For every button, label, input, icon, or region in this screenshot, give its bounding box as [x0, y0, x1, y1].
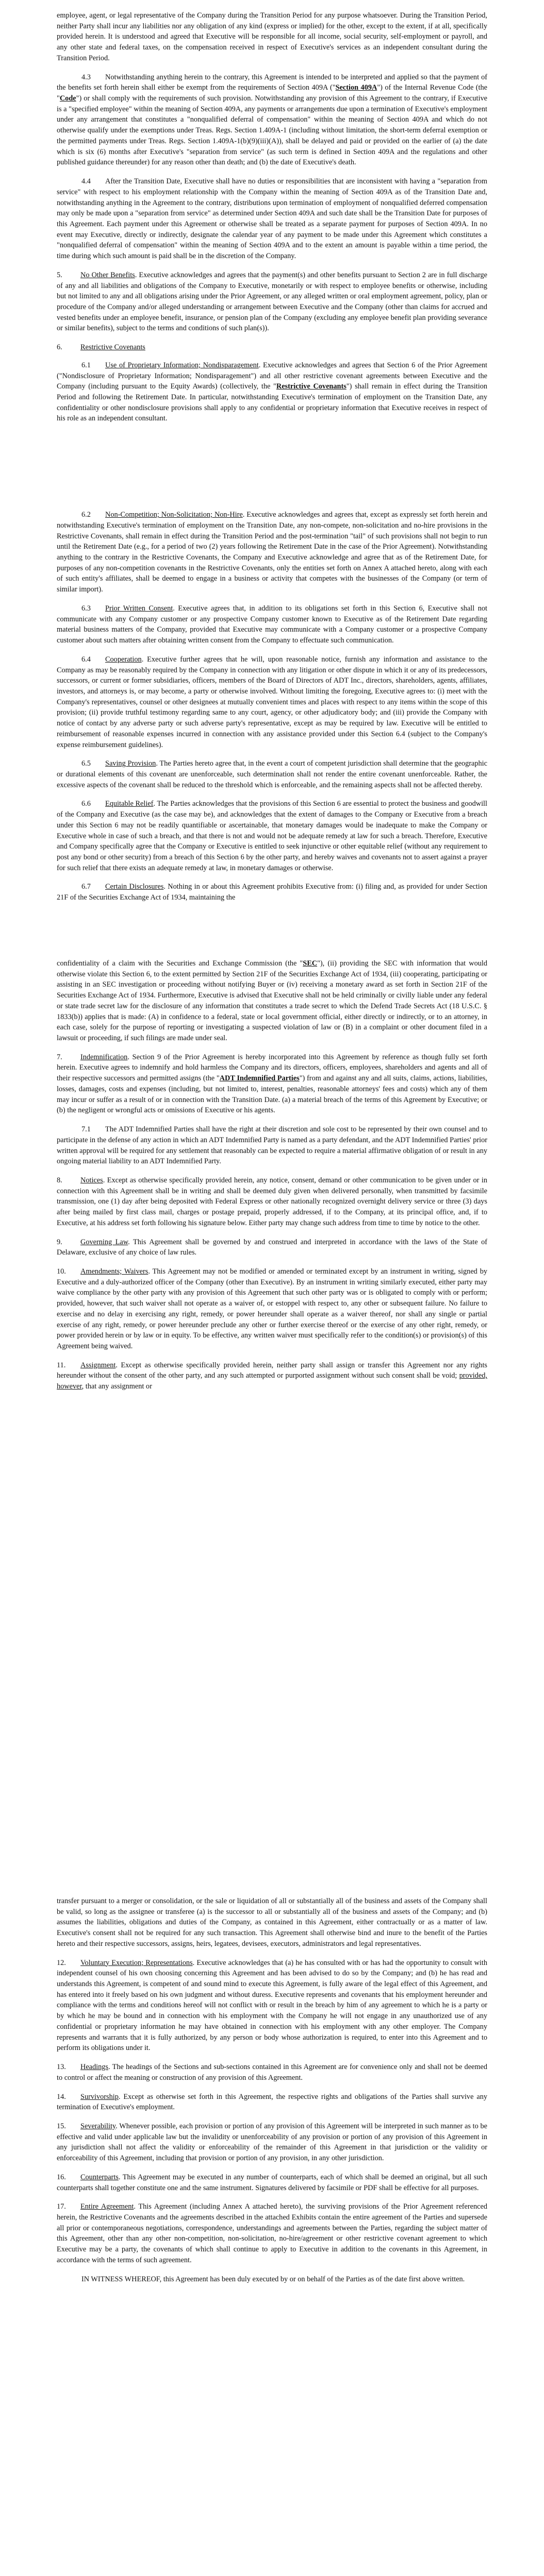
- defined-term: ADT Indemnified Parties: [219, 1074, 300, 1083]
- section-number: 14.: [57, 2092, 66, 2101]
- section-heading: Governing Law: [80, 1238, 128, 1246]
- defined-term: Code: [59, 94, 76, 103]
- paragraph: employee, agent, or legal representative of the Company during the Transition Period for any purpose whatsoever. During the Transition Period, neither Party shall incur any liabilities nor any obligation of any kind (express or implied) for the other, except to the extent, if at all, specifically provided herein. It is understood and agreed that Executive will be responsible for all income, social security, self-employment or payroll, and any other state and federal taxes, on the compensation received in respect of Executive's services as an independent consultant during the Transition Period.: [57, 11, 487, 62]
- section-heading: Cooperation: [105, 655, 142, 664]
- section-text: . Nothing in or about this Agreement prohibits Executive from: (i) filing and, as provided for under Section 21F of the Securities Exchange Act of 1934, maintaining the: [57, 883, 487, 902]
- section-8: [57, 1175, 487, 1229]
- defined-term: SEC: [303, 959, 318, 968]
- section-text: . Whenever possible, each provision or portion of any provision of this Agreement will be interpreted in such manner as to be effective and valid under applicable law but the invalidity or unenforceability of any provision or portion of any provision of this Agreement in any jurisdiction shall not affect the validity or enforceability of the remainder of this Agreement in that jurisdiction or the validity or enforceability of this Agreement, including that provision or portion of any provision, in any other jurisdiction.: [57, 2122, 487, 2163]
- section-text: ") shall remain in effect during the Transition Period and following the Retirement Date. In particular, notwithstanding Executive's termination of employment on the Transition Date, any confidentiality or other nondisclosure provisions shall apply to any confidential or proprietary information that Executive receives in respect of his role as an independent consultant.: [57, 382, 487, 423]
- section-text: Notwithstanding anything herein to the contrary, this Agreement is intended to be interpreted and applied so that the payment of the benefits set forth herein shall either be exempt from the requirements of Section 409A (": [57, 73, 487, 92]
- section-6: [57, 342, 487, 353]
- section-4-4: [57, 176, 487, 262]
- section-text: . Executive acknowledges and agrees that the payment(s) and other benefits pursuant to Section 2 are in full discharge of any and all liabilities and obligations of the Company to Executive, monetarily or with respect to employee benefits or otherwise, including but not limited to any and all obligations arising under the Prior Agreement, or any alleged written or oral employment agreement, policy, plan or procedure of the Company and/or alleged understanding or arrangement between Executive and the Company (other than claims for accrued and vested benefits under an employee benefit, insurance, or pension plan of the Company (excluding any employee benefit plan providing severance or similar benefits), subject to the terms and conditions of such plan(s)).: [57, 270, 487, 333]
- section-heading: Prior Written Consent: [105, 604, 173, 613]
- document-page-1: [0, 0, 544, 938]
- section-heading: Counterparts: [80, 2173, 119, 2181]
- section-number: 6.6: [81, 800, 91, 808]
- section-text: . Except as otherwise specifically provided herein, any notice, consent, demand or other communication to be given under or in connection with this Agreement shall be in writing and shall be deemed duly given when delivered personally, when transmitted by facsimile transmission, one (1) day after being deposited with Federal Express or other nationally recognized overnight delivery service or three (3) days after being mailed by first class mail, charges or postage prepaid, properly addressed, if to the Company, at its principal office, and, if to Executive, at his address set forth following his signature below. Either party may change such address from time to time by notice to the other.: [57, 1176, 487, 1227]
- section-text: . This Agreement may be executed in any number of counterparts, each of which shall be deemed an original, but all such counterparts shall together constitute one and the same instrument. Signatures delivered by facsimile or PDF shall be effective for all purposes.: [57, 2173, 487, 2192]
- document-page-3: [0, 1875, 544, 2576]
- section-heading: Restrictive Covenants: [80, 343, 145, 352]
- section-heading: Use of Proprietary Information; Nondisparagement: [105, 361, 259, 369]
- page-gap: [57, 432, 487, 510]
- section-6-3: [57, 603, 487, 646]
- section-11: [57, 1360, 487, 1392]
- section-heading: Amendments; Waivers: [80, 1267, 149, 1276]
- section-9: [57, 1237, 487, 1258]
- section-text: . This Agreement (including Annex A attached hereto), the surviving provisions of the Prior Agreement referenced herein, the Restrictive Covenants and the agreements described in the attached Exhibits contain the entire agreement of the Parties and supersede all prior or contemporaneous negotiations, correspondence, understandings and agreements between the Parties, regarding the subject matter of this Agreement, other than any other non-competition, non-solicitation, no-hire/agreement or other restrictive covenant agreement to which Executive may be a party, the covenants of which shall continue to apply to Executive in addition to the covenants in this Agreement, in accordance with the terms of such agreement.: [57, 2202, 487, 2264]
- defined-term: Restrictive Covenants: [276, 382, 347, 391]
- section-text: . The Parties hereto agree that, in the event a court of competent jurisdiction shall determine that the geographic or durational elements of this covenant are unenforceable, such determination shall not render the entire covenant unenforceable. Rather, the excessive aspects of the covenant shall be reduced to the threshold which is enforceable, and the remaining aspects shall not be affected thereby.: [57, 759, 487, 789]
- section-6-4: [57, 654, 487, 750]
- section-text: confidentiality of a claim with the Securities and Exchange Commission (the ": [57, 959, 303, 968]
- defined-term: Section 409A: [335, 83, 377, 92]
- section-16: [57, 2172, 487, 2193]
- section-number: 15.: [57, 2122, 66, 2130]
- section-text: . Section 9 of the Prior Agreement is hereby incorporated into this Agreement by reference as though fully set forth herein. Executive agrees to indemnify and hold harmless the Company and its directors, officers, employees, shareholders and agents and all of their respective successors and permitted assigns (the ": [57, 1053, 487, 1083]
- section-number: 6.: [57, 343, 62, 352]
- section-text: ") of the Internal Revenue Code (the ": [57, 83, 487, 103]
- section-14: [57, 2092, 487, 2113]
- section-number: 12.: [57, 1958, 66, 1967]
- section-6-5: [57, 758, 487, 790]
- section-text: . Executive acknowledges that (a) he has consulted with or has had the opportunity to consult with independent counsel of his own choosing concerning this Agreement and has been advised to do so by the Company; and (b) he has read and understands this Agreement, is competent of and sound mind to execute this Agreement, is fully aware of the legal effect of this Agreement, and has entered into it freely based on his own judgment and without duress. Executive represents and covenants that his employment hereunder and compliance with the terms and conditions hereof will not conflict with or result in the breach by him of any agreement to which he is a party or by which he may be bound and in connection with his employment with the Company he will not engage in any unauthorized use of any confidential or proprietary information he may have obtained in connection with his employment with any other employer. The Company represents and warrants that it is fully authorized, by any person or body whose authorization is required, to enter into this Agreement and to perform its obligations under it.: [57, 1958, 487, 2053]
- section-number: 16.: [57, 2173, 66, 2181]
- section-6-1: [57, 360, 487, 424]
- section-number: 7.1: [81, 1125, 91, 1134]
- section-text: . The Parties acknowledges that the provisions of this Section 6 are essential to protect the business and goodwill of the Company and Executive (as the case may be), and acknowledges that the extent of damages to the Company or Executive from a breach under this Section 6 may not be readily quantifiable or ascertainable, that monetary damages would be inadequate to make the Company or Executive whole in case of such a breach, and that there is not and would not be adequate remedy at law for such a breach. Therefore, Executive and Company specifically agree that the Company or Executive is entitled to seek injunctive or other equitable relief (without any requirement to post any bond or other security) from a breach of this Section 6 by the other party, and hereby waives and covenants not to assert against a prayer for such relief that there exists an adequate remedy at law, in monetary damages or otherwise.: [57, 800, 488, 872]
- section-heading: Voluntary Execution; Representations: [80, 1958, 193, 1967]
- section-heading: Notices: [80, 1176, 103, 1184]
- paragraph: [57, 958, 487, 1044]
- section-text: . This Agreement shall be governed by and construed and interpreted in accordance with the laws of the State of Delaware, exclusive of any choice of law rules.: [57, 1238, 487, 1257]
- section-text: . Executive acknowledges and agrees that Section 6 of the Prior Agreement ("Nondisclosure of Proprietary Information; Nondisparagement") and all other restrictive covenant agreements between Executive and the Company (including pursuant to the Equity Awards) (collectively, the ": [57, 361, 487, 391]
- section-heading: Headings: [80, 2063, 108, 2072]
- section-text: After the Transition Date, Executive shall have no duties or responsibilities that are inconsistent with having a "separation from service" with respect to his employment relationship with the Company within the meaning of Section 409A as of the Transition Date and, notwithstanding anything in the Agreement to the contrary, distributions upon termination of employment of nonqualified deferred compensation may only be made upon a "separation from service" as determined under Section 409A and such date shall be the Transition Date for purposes of this Agreement. Each payment under this Agreement or otherwise shall be treated as a separate payment for purposes of Section 409A. In no event may Executive, directly or indirectly, designate the calendar year of any payment to be made under this Agreement which constitutes a "nonqualified deferral of compensation" within the meaning of Section 409A and to the extent an amount is payable within a time period, the time during which such amount is paid shall be in the discretion of the Company.: [57, 177, 487, 261]
- section-text: , that any assignment or: [81, 1382, 152, 1391]
- section-text: "), (ii) providing the SEC with information that would otherwise violate this Section 6, to the extent permitted by Section 21F of the Securities Exchange Act of 1934, (iii) cooperating, participating or assisting in an SEC investigation or proceeding without notifying Buyer or (iv) receiving a monetary award as set forth in Section 21F of the Securities Exchange Act of 1934. Furthermore, Executive is advised that Executive shall not be held criminally or civilly liable under any federal or state trade secret law for the disclosure of any information that constitutes a trade secret to which the Defend Trade Secrets Act (18 U.S.C. § 1833(b)) applies that is made: (A) in confidence to a federal, state or local government official, either directly or indirectly, or to an attorney, in each case, solely for the purpose of reporting or investigating a suspected violation of law or (B) in a complaint or other document filed in a lawsuit or proceeding, if such filings are made under seal.: [57, 959, 487, 1043]
- section-heading: No Other Benefits: [80, 270, 135, 279]
- section-number: 10.: [57, 1267, 66, 1276]
- section-text: ") or shall comply with the requirements of such provision. Notwithstanding any provision of this Agreement to the contrary, if Executive is a "specified employee" within the meaning of Section 409A, any payments or arrangements due upon a termination of Executive's employment under any arrangement that constitutes a "nonqualified deferral of compensation" within the meaning of Section 409A and which do not otherwise qualify under the exemptions under Treas. Regs. Section 1.409A-1 (including without limitation, the short-term deferral exemption or the permitted payments under Treas. Regs. Section 1.409A-1(b)(9)(iii)(A)), shall be delayed and paid or provided on the earlier of (a) the date which is six (6) months after Executive's "separation from service" (as such term is defined in Section 409A and the regulations and other published guidance thereunder) for any reason other than death; and (b) the date of Executive's death.: [57, 94, 487, 167]
- section-text: ") from and against any and all suits, claims, actions, liabilities, losses, damages, costs and expenses (including, but not limited to, interest, penalties, reasonable attorneys' fees and costs) which any of them may incur or suffer as a result of or in connection with the Transition Date. (a) a material breach of the terms of this Agreement by Executive; or (b) the negligent or wrongful acts or omissions of Executive or his agents.: [57, 1074, 487, 1115]
- section-number: 11.: [57, 1361, 66, 1369]
- section-7: [57, 1052, 487, 1116]
- section-heading: Saving Provision: [105, 759, 156, 768]
- section-heading: Certain Disclosures: [105, 883, 164, 891]
- section-13: [57, 2062, 487, 2083]
- section-12: [57, 1958, 487, 2054]
- section-text: . Executive acknowledges and agrees that, except as expressly set forth herein and notwithstanding Executive's termination of employment on the Transition Date, any non-compete, non-solicitation and no-hire provisions in the Restrictive Covenants, shall remain in effect during the Transition Period and the post-termination "tail" of such provisions shall not begin to run until the Retirement Date (e.g., for a period of two (2) years following the Retirement Date in the case of the Prior Agreement). Notwithstanding anything to the contrary in the Restrictive Covenants, the Company and Executive acknowledge and agree that as of the Retirement Date, for purposes of any non-competition covenants in the Restrictive Covenants, only the entities set forth on Annex A attached hereto, along with each of such entity's affiliates, shall be deemed to engage in a business or activity that competes with the businesses of the Company (or term of similar import).: [57, 511, 487, 594]
- section-number: 8.: [57, 1176, 62, 1184]
- section-heading: Severability: [80, 2122, 116, 2130]
- section-6-6: [57, 799, 487, 873]
- section-6-2: [57, 510, 487, 595]
- section-17: [57, 2201, 487, 2265]
- witness-clause: IN WITNESS WHEREOF, this Agreement has been duly executed by or on behalf of the Parties as of the date first above written.: [81, 2275, 465, 2283]
- section-text: . Except as otherwise set forth in this Agreement, the respective rights and obligations of the Parties shall survive any termination of Executive's employment.: [57, 2092, 487, 2112]
- section-5: [57, 270, 487, 334]
- section-number: 6.1: [81, 361, 91, 369]
- proviso: provided, however: [57, 1371, 487, 1391]
- section-text: . Executive further agrees that he will, upon reasonable notice, furnish any information and assistance to the Company as may be reasonably required by the Company in connection with any litigation or other dispute in which it or any of its predecessors, successors, or current or former subsidiaries, officers, members of the Board of Directors of ADT Inc., directors, shareholders, agents, affiliates, investors, and attorneys is, or may become, a party or otherwise involved. Without limiting the foregoing, Executive agrees to: (i) meet with the Company's representatives, counsel or other designees at mutually convenient times and places with respect to any items within the scope of this provision; (ii) provide truthful testimony regarding same to any court, agency, or other adjudicatory body; and (iii) provide the Company with notice of contact by any adverse party or such adverse party's representative, except as may be required by law. Executive will be entitled to reimbursement of reasonable expenses incurred in connection with any assistance provided under this Section 6.4 (subject to the Company's expense reimbursement guidelines).: [57, 655, 487, 749]
- section-number: 6.4: [81, 655, 91, 664]
- section-text: . The headings of the Sections and sub-sections contained in this Agreement are for convenience only and shall not be deemed to control or affect the meaning or construction of any provision of this Agreement.: [57, 2063, 487, 2082]
- section-heading: Entire Agreement: [80, 2202, 134, 2211]
- section-heading: Indemnification: [80, 1053, 128, 1061]
- section-number: 6.2: [81, 511, 91, 519]
- section-number: 13.: [57, 2063, 66, 2072]
- section-text: The ADT Indemnified Parties shall have the right at their discretion and sole cost to be represented by their own counsel and to participate in the defense of any action in which an ADT Indemnified Party is named as a party defendant, and the ADT Indemnified Parties' prior written approval will be required for any settlement that reasonably can be expected to require a material affirmative obligation of or result in any ongoing material liability to an ADT Indemnified Party.: [57, 1125, 487, 1166]
- section-number: 4.4: [81, 177, 91, 186]
- section-heading: Non-Competition; Non-Solicitation; Non-Hire: [105, 511, 243, 519]
- section-number: 6.5: [81, 759, 91, 768]
- section-number: 5.: [57, 270, 62, 279]
- section-heading: Assignment: [80, 1361, 116, 1369]
- section-text: . This Agreement may not be modified or amended or terminated except by an instrument in writing, signed by Executive and a duly-authorized officer of the Company (other than Executive). By an instrument in writing similarly executed, either party may waive compliance by the other party with any provision of this Agreement that such other party was or is obligated to comply with or perform; provided, however, that such waiver shall not operate as a waiver of, or estoppel with respect to, any other or subsequent failure. No failure to exercise and no delay in exercising any right, remedy, or power hereunder shall operate as a waiver thereof, nor shall any single or partial exercise of any right, remedy, or power hereunder preclude any other or further exercise thereof or the exercise of any other right, remedy, or power provided herein or by law or in equity. To be effective, any written waiver must specifically refer to the condition(s) or provision(s) of this Agreement being waived.: [57, 1267, 487, 1350]
- section-number: 4.3: [81, 73, 91, 81]
- section-6-7: [57, 882, 487, 903]
- section-heading: Equitable Relief: [105, 800, 154, 808]
- section-text: . Executive agrees that, in addition to its obligations set forth in this Section 6, Executive shall not communicate with any Company customer or any prospective Company customer known to Executive as of the Retirement Date regarding material business matters of the Company, provided that Executive may communicate with a Company customer or a prospective Company customer about such matters after obtaining written consent from the Company to effectuate such communication.: [57, 604, 487, 645]
- section-4-3: [57, 72, 487, 168]
- section-number: 9.: [57, 1238, 62, 1246]
- section-number: 6.3: [81, 604, 91, 613]
- document-page-2: [0, 938, 544, 1875]
- section-text: . Except as otherwise specifically provided herein, neither party shall assign or transfer this Agreement nor any rights hereunder without the consent of the other party, and any such attempted or purported assignment without such consent shall be void;: [57, 1361, 487, 1380]
- section-7-1: [57, 1124, 487, 1167]
- section-heading: Survivorship: [80, 2092, 119, 2101]
- section-number: 6.7: [81, 883, 91, 891]
- section-10: [57, 1266, 487, 1352]
- section-number: 7.: [57, 1053, 62, 1061]
- section-number: 17.: [57, 2202, 66, 2211]
- section-15: [57, 2121, 487, 2164]
- paragraph: transfer pursuant to a merger or consolidation, or the sale or liquidation of all or substantially all of the business and assets of the Company shall be valid, so long as the assignee or transferee (a) is the successor to all or substantially all of the business and assets of the Company; and (b) assumes the liabilities, obligations and duties of the Company, as contained in this Agreement, either contractually or as a matter of law. Executive's consent shall not be required for any such transaction. This Agreement shall otherwise bind and inure to the benefit of the Parties hereto and their respective successors, assigns, heirs, legatees, devisees, executors, administrators and legal representatives.: [57, 1897, 487, 1948]
